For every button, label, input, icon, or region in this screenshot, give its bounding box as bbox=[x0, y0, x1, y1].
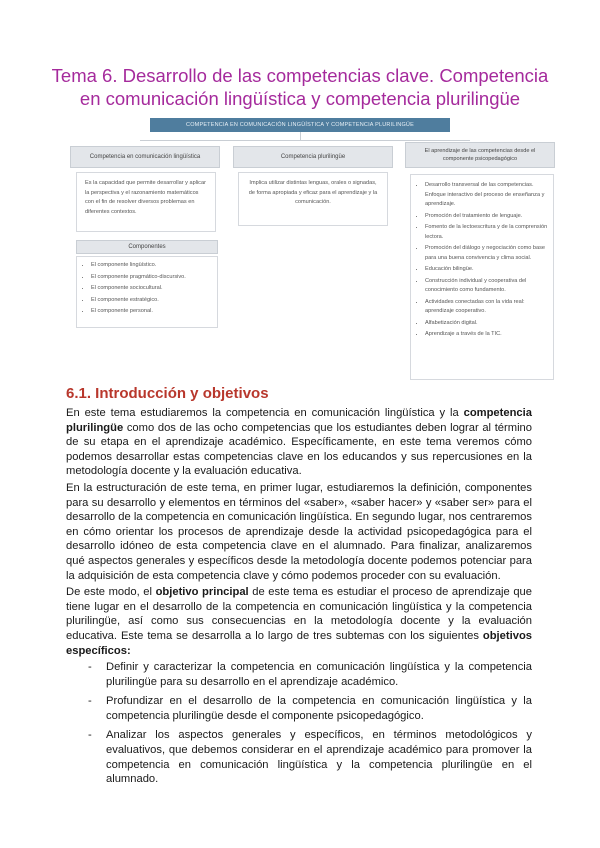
objectives-list bbox=[66, 660, 532, 792]
connector-line bbox=[300, 132, 301, 140]
objective-text: Profundizar en el desarrollo de la competencia en comunicación lingüística y la competencia plurilingüe desde el componente psicopedagógico. bbox=[106, 695, 532, 722]
component-item: • El componente personal. bbox=[91, 307, 215, 317]
objective-item bbox=[66, 660, 532, 689]
component-item: • El componente lingüístico. bbox=[91, 261, 215, 271]
col1-header: Competencia en comunicación lingüística bbox=[70, 146, 220, 168]
document-title bbox=[40, 64, 560, 110]
objective-text: Definir y caracterizar la competencia en comunicación lingüística y la competencia plurilingüe para su desarrollo en el aprendizaje académico. bbox=[106, 661, 532, 688]
p3-bold-1: objetivo principal bbox=[155, 586, 249, 599]
dash-bullet: - bbox=[88, 729, 92, 742]
title-line-1: Tema 6. Desarrollo de las competencias clave. Competencia bbox=[51, 65, 549, 86]
components-header: Componentes bbox=[76, 240, 218, 254]
objective-text: Analizar los aspectos generales y específicos, en términos metodológicos y evaluativos, que debemos considerar en el aprendizaje académico para promover la competencia en comunicación lingüística y la competencia plurilingüe en el alumnado. bbox=[106, 729, 532, 786]
col3-list-box bbox=[410, 174, 554, 380]
body-text bbox=[66, 406, 532, 660]
title-line-2: en comunicación lingüística y competencia plurilingüe bbox=[79, 88, 521, 109]
col3-item: • Educación bilingüe. bbox=[425, 265, 551, 275]
p3-text-a: De este modo, el bbox=[66, 586, 156, 599]
component-item: • El componente estratégico. bbox=[91, 296, 215, 306]
col2-definition-box bbox=[238, 172, 388, 226]
p1-text-a: En este tema estudiaremos la competencia en comunicación lingüística y la bbox=[66, 407, 464, 419]
component-item: • El componente sociocultural. bbox=[91, 284, 215, 294]
col3-item: • Fomento de la lectoescritura y de la comprensión lectora. bbox=[425, 223, 551, 242]
components-box bbox=[76, 256, 218, 328]
p1-bold: competencia plurilingüe bbox=[66, 407, 532, 434]
paragraph-2: En la estructuración de este tema, en primer lugar, estudiaremos la definición, componentes para su desarrollo y elementos en términos del «saber», «saber hacer» y «saber ser» para el desarrollo de la competencia en comunicación lingüística. En segundo lugar, nos centraremos en cómo orientar los procesos de aprendizaje desde la actividad psicopedagógica para el desarrollo idóneo de esta competencia clave en el alumnado. Para finalizar, analizaremos qué aspectos generales y específicos desde la metodología docente podemos potenciar para la adquisición de esta competencia clave y cómo podemos proceder con su evaluación. bbox=[66, 481, 532, 582]
col2-header: Competencia plurilingüe bbox=[233, 146, 393, 168]
col3-item: • Actividades conectadas con la vida real: aprendizaje cooperativo. bbox=[425, 298, 551, 317]
col3-header: El aprendizaje de las competencias desde el componente psicopedagógico bbox=[405, 142, 555, 168]
col3-item: • Promoción del diálogo y negociación como base para una buena convivencia y clima social. bbox=[425, 244, 551, 263]
section-heading: 6.1. Introducción y objetivos bbox=[66, 385, 269, 402]
p3-text-c: de este tema es estudiar el proceso de aprendizaje que tiene lugar en el desarrollo de la competencia en comunicación lingüística y la competencia plurilingüe, así como sus consecuencias en la metodología docente y la evaluación educativa. Este tema se desarrolla a lo largo de tres subtemas con los siguientes bbox=[66, 586, 533, 642]
col3-item: • Construcción individual y cooperativa del conocimiento como fundamento. bbox=[425, 277, 551, 296]
paragraph-3 bbox=[66, 585, 532, 658]
col3-item: • Aprendizaje a través de la TIC. bbox=[425, 330, 551, 340]
dash-bullet: - bbox=[88, 695, 92, 708]
col1-definition: Es la capacidad que permite desarrollar y aplicar la perspectiva y el razonamiento matemáticos con el fin de resolver diversos problemas en diferentes contextos. bbox=[85, 180, 206, 215]
component-item: • El componente pragmático-discursivo. bbox=[91, 273, 215, 283]
dash-bullet: - bbox=[88, 661, 92, 673]
diagram-top-box: COMPETENCIA EN COMUNICACIÓN LINGÜÍSTICA Y COMPETENCIA PLURILINGÜE bbox=[150, 118, 450, 132]
col3-item: • Desarrollo transversal de las competencias. Enfoque interactivo del proceso de enseñanza y aprendizaje. bbox=[425, 181, 551, 210]
col2-definition: Implica utilizar distintas lenguas, orales o signadas, de forma apropiada y eficaz para el aprendizaje y la comunicación. bbox=[248, 180, 378, 205]
paragraph-1 bbox=[66, 406, 532, 479]
objective-item bbox=[66, 728, 532, 786]
connector-line bbox=[140, 140, 470, 141]
objective-item bbox=[66, 694, 532, 723]
col3-item: • Promoción del tratamiento de lenguaje. bbox=[425, 212, 551, 222]
col1-definition-box bbox=[76, 172, 216, 232]
concept-diagram bbox=[70, 118, 555, 380]
col3-item: • Alfabetización digital. bbox=[425, 319, 551, 329]
p1-text-c: como dos de las ocho competencias que los estudiantes deben lograr al término de su etapa en el aprendizaje académico. Específicamente, en este tema veremos cómo podemos desarrollar estas competencias clave en los educandos y sus repercusiones en la metodología docente y la evaluación educativa. bbox=[66, 421, 532, 478]
p3-bold-2: objetivos específicos: bbox=[66, 629, 532, 657]
